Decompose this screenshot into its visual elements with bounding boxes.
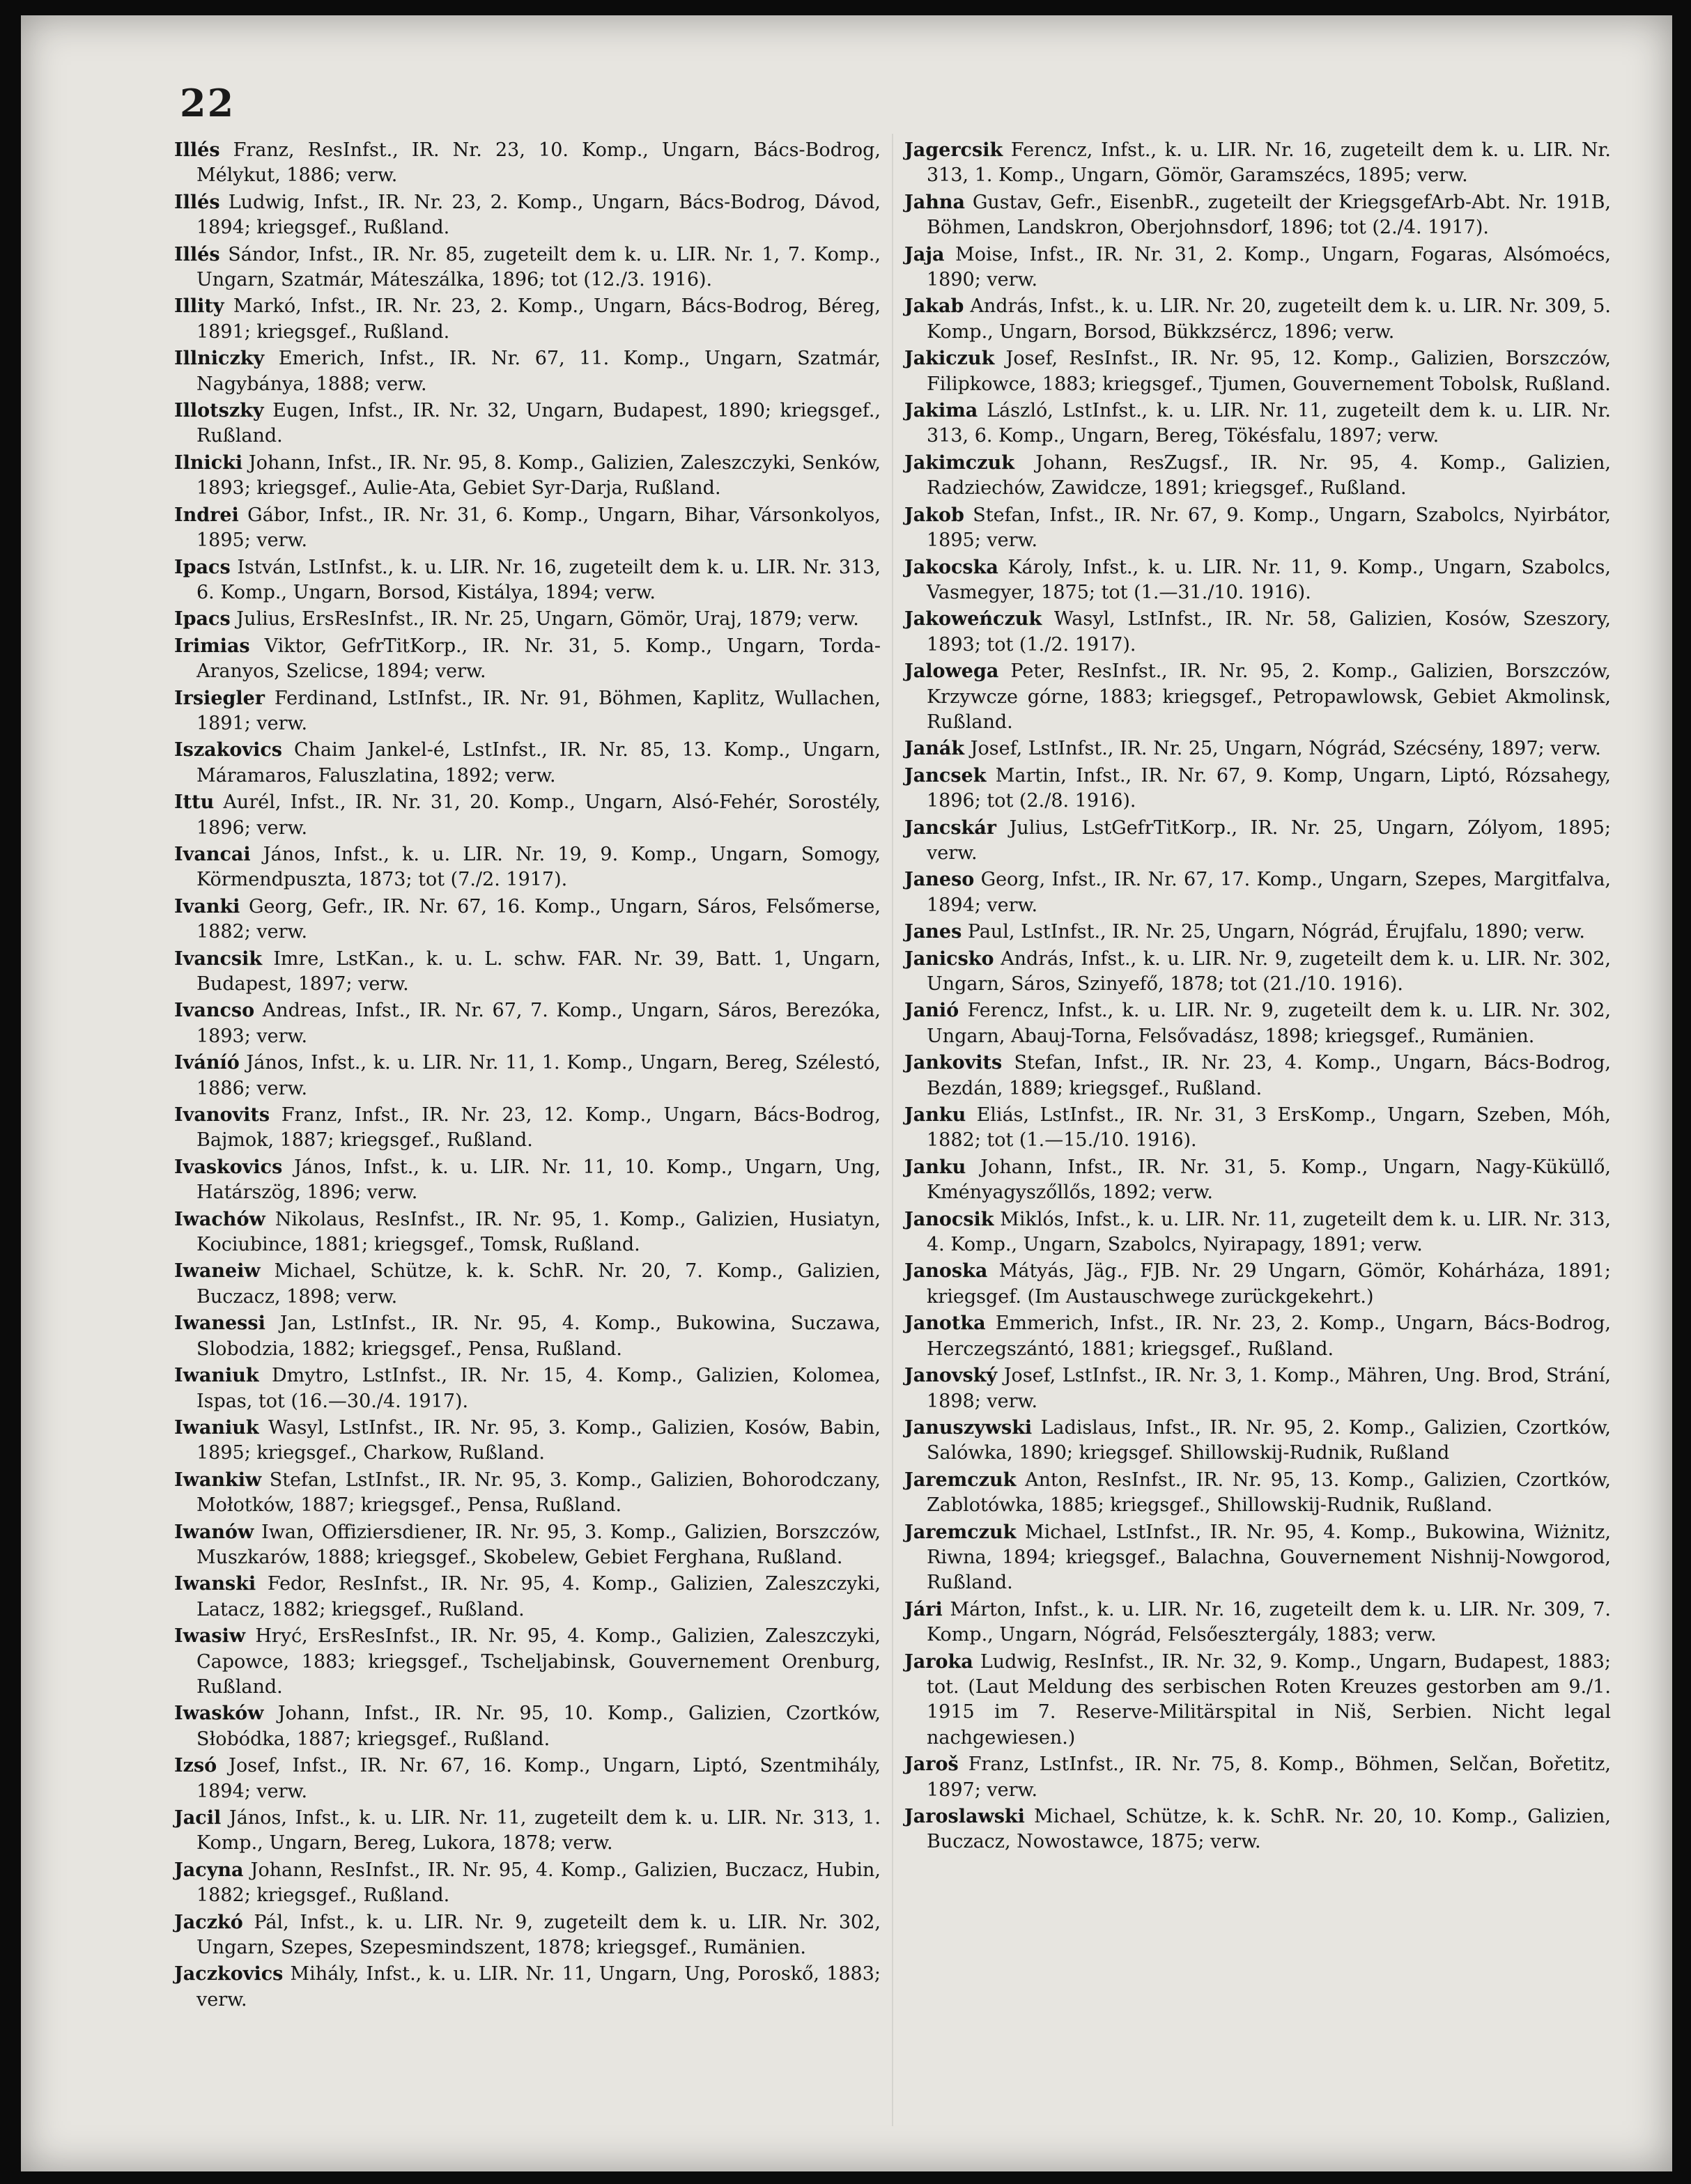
register-entry: [174, 1103, 881, 1154]
register-entry: [174, 1962, 881, 2013]
entry-details: Martin, Infst., IR. Nr. 67, 9. Komp, Ungarn, Liptó, Rózsahegy, 1896; tot (2./8. 1916).: [927, 764, 1611, 812]
entry-surname: Iwasków: [174, 1703, 264, 1725]
register-entry: [174, 634, 881, 685]
entry-surname: Izsó: [174, 1755, 217, 1777]
entry-surname: Ivanki: [174, 895, 240, 917]
entry-details: András, Infst., k. u. LIR. Nr. 9, zugeteilt dem k. u. LIR. Nr. 302, Ungarn, Sáros, Szinyefő, 1878; tot (21./10. 1916).: [927, 947, 1611, 995]
entry-surname: Iwankiw: [174, 1469, 262, 1491]
entry-surname: Janicsko: [904, 947, 994, 970]
entry-surname: Ivanovits: [174, 1104, 270, 1126]
entry-details: Aurél, Infst., IR. Nr. 31, 20. Komp., Ungarn, Alsó-Fehér, Sorostély, 1896; verw.: [196, 791, 881, 839]
entry-surname: Jaczkovics: [174, 1963, 284, 1985]
register-entry: [904, 764, 1611, 814]
register-entry: [174, 998, 881, 1049]
entry-surname: Ivancsik: [174, 947, 263, 970]
entry-details: Emerich, Infst., IR. Nr. 67, 11. Komp., Ungarn, Szatmár, Nagybánya, 1888; verw.: [196, 348, 881, 395]
register-entry: [174, 555, 881, 606]
entry-surname: Illotszky: [174, 400, 264, 422]
entry-details: Ferencz, Infst., k. u. LIR. Nr. 16, zugeteilt dem k. u. LIR. Nr. 313, 1. Komp., Ungarn, Gömör, Garamszécs, 1895; verw.: [927, 139, 1611, 187]
entry-surname: Iwanessi: [174, 1312, 265, 1335]
entry-surname: Ittu: [174, 791, 215, 814]
register-entry: [904, 294, 1611, 345]
entry-surname: Janovský: [904, 1365, 998, 1387]
entry-details: Iwan, Offiziersdiener, IR. Nr. 95, 3. Komp., Galizien, Borszczów, Muszkarów, 1888; kriegsgef., Skobelew, Gebiet Ferghana, Rußland.: [196, 1521, 881, 1568]
entry-surname: Iwaniuk: [174, 1416, 259, 1439]
entry-details: Mihály, Infst., k. u. LIR. Nr. 11, Ungarn, Ung, Poroskő, 1883; verw.: [196, 1963, 881, 2011]
entry-surname: Jakob: [904, 504, 964, 526]
register-entry: [174, 738, 881, 789]
entry-surname: Jakoweńczuk: [904, 608, 1042, 630]
entry-details: Dmytro, LstInfst., IR. Nr. 15, 4. Komp., Galizien, Kolomea, Ispas, tot (16.—30./4. 1917).: [196, 1365, 881, 1412]
entry-surname: Illniczky: [174, 348, 265, 370]
entry-details: Peter, ResInfst., IR. Nr. 95, 2. Komp., Galizien, Borszczów, Krzywcze górne, 1883; kriegsgef., Petropawlowsk, Gebiet Akmolinsk, Rußland.: [927, 660, 1611, 733]
entry-details: Josef, LstInfst., IR. Nr. 25, Ungarn, Nógrád, Szécsény, 1897; verw.: [964, 738, 1601, 760]
entry-details: Johann, Infst., IR. Nr. 95, 8. Komp., Galizien, Zaleszczyki, Senków, 1893; kriegsgef., Aulie-Ata, Gebiet Syr-Darja, Rußland.: [196, 451, 881, 499]
entry-details: Franz, Infst., IR. Nr. 23, 12. Komp., Ungarn, Bács-Bodrog, Bajmok, 1887; kriegsgef., Rußland.: [196, 1104, 881, 1152]
entry-details: Michael, Schütze, k. k. SchR. Nr. 20, 10. Komp., Galizien, Buczacz, Nowostawce, 1875; verw.: [927, 1806, 1611, 1853]
entry-details: Ludwig, Infst., IR. Nr. 23, 2. Komp., Ungarn, Bács-Bodrog, Dávod, 1894; kriegsgef., Rußland.: [196, 191, 881, 239]
entry-details: András, Infst., k. u. LIR. Nr. 20, zugeteilt dem k. u. LIR. Nr. 309, 5. Komp., Ungarn, Borsod, Bükkzsércz, 1896; verw.: [927, 295, 1611, 343]
entry-details: Fedor, ResInfst., IR. Nr. 95, 4. Komp., Galizien, Zaleszczyki, Latacz, 1882; kriegsgef., Rußland.: [196, 1573, 881, 1620]
register-entry: [174, 607, 881, 632]
register-entry: [904, 1363, 1611, 1414]
entry-surname: Iwanski: [174, 1573, 256, 1595]
entry-details: János, Infst., k. u. LIR. Nr. 11, 10. Komp., Ungarn, Ung, Határszög, 1896; verw.: [196, 1156, 881, 1204]
entry-surname: Irimias: [174, 635, 250, 657]
register-entry: [174, 1910, 881, 1961]
entry-details: Gustav, Gefr., EisenbR., zugeteilt der KriegsgefArb-Abt. Nr. 191B, Böhmen, Landskron, Oberjohnsdorf, 1896; tot (2./4. 1917).: [927, 191, 1611, 239]
entry-surname: Jaremczuk: [904, 1521, 1017, 1543]
entry-details: Viktor, GefrTitKorp., IR. Nr. 31, 5. Komp., Ungarn, Torda-Aranyos, Szelicse, 1894; verw.: [196, 635, 881, 683]
entry-surname: Jaja: [904, 243, 945, 265]
register-entry: [904, 398, 1611, 449]
entry-surname: Irsiegler: [174, 687, 265, 709]
entry-surname: Jacyna: [174, 1859, 244, 1881]
entry-surname: Jakiczuk: [904, 348, 995, 370]
entry-surname: Iszakovics: [174, 739, 282, 761]
entry-surname: Jaroš: [904, 1753, 959, 1776]
entry-details: Johann, Infst., IR. Nr. 95, 10. Komp., Galizien, Czortków, Słobódka, 1887; kriegsgef., Rußland.: [196, 1703, 881, 1750]
register-entry: [174, 790, 881, 841]
register-entry: [904, 1416, 1611, 1466]
column-divider: [892, 134, 893, 2126]
register-entry: [174, 1051, 881, 1101]
register-entry: [174, 1468, 881, 1519]
register-entry: [174, 294, 881, 345]
register-entry: [904, 1103, 1611, 1154]
entry-details: Stefan, Infst., IR. Nr. 67, 9. Komp., Ungarn, Szabolcs, Nyirbátor, 1895; verw.: [927, 504, 1611, 552]
entry-details: Sándor, Infst., IR. Nr. 85, zugeteilt dem k. u. LIR. Nr. 1, 7. Komp., Ungarn, Szatmár, Máteszálka, 1896; tot (12./3. 1916).: [196, 243, 881, 291]
entry-surname: Ipacs: [174, 608, 231, 630]
register-entry: [904, 867, 1611, 918]
entry-surname: Janes: [904, 921, 962, 943]
register-entry: [904, 190, 1611, 241]
entry-details: Julius, ErsResInfst., IR. Nr. 25, Ungarn, Gömör, Uraj, 1879; verw.: [230, 608, 859, 630]
entry-surname: Janku: [904, 1104, 966, 1126]
entry-details: Michael, Schütze, k. k. SchR. Nr. 20, 7. Komp., Galizien, Buczacz, 1898; verw.: [196, 1260, 881, 1308]
register-entry: [904, 1051, 1611, 1101]
register-entry: [904, 1597, 1611, 1648]
register-entry: [174, 1363, 881, 1414]
entry-surname: Iwaniuk: [174, 1365, 259, 1387]
entry-surname: Iváníó: [174, 1052, 240, 1074]
entry-surname: Janeso: [904, 869, 975, 891]
entry-surname: Janió: [904, 1000, 959, 1022]
register-entry: [174, 1701, 881, 1752]
register-entry: [174, 894, 881, 945]
entry-details: Franz, ResInfst., IR. Nr. 23, 10. Komp., Ungarn, Bács-Bodrog, Mélykut, 1886; verw.: [196, 139, 881, 187]
entry-surname: Ilnicki: [174, 451, 243, 474]
register-entry: [174, 242, 881, 293]
register-entry: [174, 1520, 881, 1571]
register-entry: [174, 1753, 881, 1804]
entry-surname: Jancsek: [904, 764, 987, 787]
register-entry: [904, 659, 1611, 735]
entry-details: Paul, LstInfst., IR. Nr. 25, Ungarn, Nógrád, Érujfalu, 1890; verw.: [962, 921, 1585, 943]
entry-details: Imre, LstKan., k. u. L. schw. FAR. Nr. 39, Batt. 1, Ungarn, Budapest, 1897; verw.: [196, 947, 881, 995]
entry-surname: Jahna: [904, 191, 966, 213]
register-entry: [174, 842, 881, 893]
entry-surname: Ipacs: [174, 556, 231, 578]
register-entry: [904, 736, 1611, 761]
register-entry: [904, 1259, 1611, 1310]
entry-surname: Jakima: [904, 400, 978, 422]
entry-details: János, Infst., k. u. LIR. Nr. 19, 9. Komp., Ungarn, Somogy, Körmendpuszta, 1873; tot (7./2. 1917).: [196, 843, 881, 891]
entry-surname: Indrei: [174, 504, 239, 526]
entry-surname: Jalowega: [904, 660, 999, 683]
entry-details: Michael, LstInfst., IR. Nr. 95, 4. Komp., Bukowina, Wiżnitz, Riwna, 1894; kriegsgef., Balachna, Gouvernement Nishnij-Nowgorod, Rußland.: [927, 1521, 1611, 1594]
entry-surname: Jacil: [174, 1807, 222, 1829]
register-entry: [174, 686, 881, 737]
register-entry: [904, 555, 1611, 606]
register-entry: [174, 138, 881, 189]
entry-details: Ludwig, ResInfst., IR. Nr. 32, 9. Komp., Ungarn, Budapest, 1883; tot. (Laut Meldung des serbischen Roten Kreuzes gestorben am 9./1. 1915 im 7. Reserve-Militärspital in Niš, Serbien. Nicht legal nachgewiesen.): [927, 1650, 1611, 1749]
entry-details: Ferencz, Infst., k. u. LIR. Nr. 9, zugeteilt dem k. u. LIR. Nr. 302, Ungarn, Abauj-Torna, Felsővadász, 1898; kriegsgef., Rumänien.: [927, 1000, 1611, 1047]
entry-surname: Jankovits: [904, 1052, 1003, 1074]
register-entry: [904, 947, 1611, 998]
register-entry: [904, 1804, 1611, 1855]
register-entry: [904, 1752, 1611, 1803]
entry-details: Márton, Infst., k. u. LIR. Nr. 16, zugeteilt dem k. u. LIR. Nr. 309, 7. Komp., Ungarn, Nógrád, Felsőesztergály, 1883; verw.: [927, 1598, 1611, 1646]
register-entry: [174, 947, 881, 998]
entry-details: János, Infst., k. u. LIR. Nr. 11, zugeteilt dem k. u. LIR. Nr. 313, 1. Komp., Ungarn, Bereg, Lukora, 1878; verw.: [196, 1807, 881, 1854]
entry-details: Emmerich, Infst., IR. Nr. 23, 2. Komp., Ungarn, Bács-Bodrog, Herczegszántó, 1881; kriegsgef., Rußland.: [927, 1312, 1611, 1360]
entry-details: László, LstInfst., k. u. LIR. Nr. 11, zugeteilt dem k. u. LIR. Nr. 313, 6. Komp., Ungarn, Bereg, Tökésfalu, 1897; verw.: [927, 400, 1611, 447]
entry-details: Stefan, LstInfst., IR. Nr. 95, 3. Komp., Galizien, Bohorodczany, Mołotków, 1887; kriegsgef., Pensa, Rußland.: [196, 1469, 881, 1517]
register-entry: [904, 1468, 1611, 1519]
entry-surname: Iwasiw: [174, 1625, 246, 1648]
entry-details: Georg, Infst., IR. Nr. 67, 17. Komp., Ungarn, Szepes, Margitfalva, 1894; verw.: [927, 869, 1611, 916]
register-entry: [174, 398, 881, 449]
register-entry: [174, 1259, 881, 1310]
entry-surname: Jagercsik: [904, 139, 1003, 161]
entry-details: Moise, Infst., IR. Nr. 31, 2. Komp., Ungarn, Fogaras, Alsómoécs, 1890; verw.: [927, 243, 1611, 291]
entry-surname: Jancskár: [904, 816, 996, 839]
entry-details: Stefan, Infst., IR. Nr. 23, 4. Komp., Ungarn, Bács-Bodrog, Bezdán, 1889; kriegsgef., Rußland.: [927, 1052, 1611, 1099]
register-entry: [174, 1311, 881, 1362]
entry-surname: Januszywski: [904, 1416, 1033, 1439]
register-entry: [174, 1155, 881, 1206]
entry-surname: Jakimczuk: [904, 451, 1014, 474]
entry-details: Josef, LstInfst., IR. Nr. 3, 1. Komp., Mähren, Ung. Brod, Strání, 1898; verw.: [927, 1365, 1611, 1412]
register-entry: [904, 1650, 1611, 1751]
register-entry: [174, 1572, 881, 1622]
entry-details: Mátyás, Jäg., FJB. Nr. 29 Ungarn, Gömör, Kohárháza, 1891; kriegsgef. (Im Austauschwege zurückgekehrt.): [927, 1260, 1611, 1308]
entry-surname: Janotka: [904, 1312, 986, 1335]
register-entry: [904, 607, 1611, 658]
entry-surname: Jaroslawski: [904, 1806, 1025, 1827]
right-column: [904, 138, 1611, 1857]
entry-surname: Janku: [904, 1156, 966, 1178]
register-entry: [174, 190, 881, 241]
entry-details: Anton, ResInfst., IR. Nr. 95, 13. Komp., Galizien, Czortków, Zablotówka, 1885; kriegsgef., Shillowskij-Rudnik, Rußland.: [927, 1469, 1611, 1517]
entry-surname: Iwaneiw: [174, 1260, 261, 1283]
entry-surname: Iwachów: [174, 1208, 265, 1230]
register-entry: [904, 1311, 1611, 1362]
entry-details: Chaim Jankel-é, LstInfst., IR. Nr. 85, 13. Komp., Ungarn, Máramaros, Faluszlatina, 1892; verw.: [196, 739, 881, 787]
entry-surname: Ivancai: [174, 843, 251, 865]
register-entry: [904, 1207, 1611, 1258]
entry-details: Johann, Infst., IR. Nr. 31, 5. Komp., Ungarn, Nagy-Küküllő, Kményagyszőllős, 1892; verw.: [927, 1156, 1611, 1204]
entry-surname: Jakocska: [904, 556, 998, 578]
entry-details: Josef, ResInfst., IR. Nr. 95, 12. Komp., Galizien, Borszczów, Filipkowce, 1883; kriegsgef., Tjumen, Gouvernement Tobolsk, Rußland.: [927, 348, 1611, 395]
entry-surname: Illés: [174, 191, 220, 213]
entry-details: Andreas, Infst., IR. Nr. 67, 7. Komp., Ungarn, Sáros, Berezóka, 1893; verw.: [196, 1000, 881, 1047]
register-entry: [904, 816, 1611, 867]
register-entry: [904, 1155, 1611, 1206]
entry-details: Eliás, LstInfst., IR. Nr. 31, 3 ErsKomp., Ungarn, Szeben, Móh, 1882; tot (1.—15./10. 1916).: [927, 1104, 1611, 1152]
entry-details: Johann, ResZugsf., IR. Nr. 95, 4. Komp., Galizien, Radziechów, Zawidcze, 1891; kriegsgef., Rußland.: [927, 451, 1611, 499]
left-column: [174, 138, 881, 2014]
entry-surname: Jaczkó: [174, 1911, 243, 1933]
entry-details: Ladislaus, Infst., IR. Nr. 95, 2. Komp., Galizien, Czortków, Salówka, 1890; kriegsgef. Shillowskij-Rudnik, Rußland: [927, 1416, 1611, 1464]
entry-surname: Illés: [174, 139, 220, 161]
entry-details: Markó, Infst., IR. Nr. 23, 2. Komp., Ungarn, Bács-Bodrog, Béreg, 1891; kriegsgef., Rußland.: [196, 295, 881, 343]
register-entry: [904, 242, 1611, 293]
entry-surname: Jakab: [904, 295, 964, 318]
entry-surname: Illés: [174, 243, 220, 265]
entry-details: Wasyl, LstInfst., IR. Nr. 95, 3. Komp., Galizien, Kosów, Babin, 1895; kriegsgef., Charkow, Rußland.: [196, 1416, 881, 1464]
register-entry: [904, 1520, 1611, 1596]
entry-surname: Iwanów: [174, 1521, 254, 1543]
register-entry: [174, 1806, 881, 1857]
register-entry: [904, 138, 1611, 189]
entry-surname: Illity: [174, 295, 224, 318]
entry-surname: Janocsik: [904, 1208, 994, 1230]
entry-details: Franz, LstInfst., IR. Nr. 75, 8. Komp., Böhmen, Selčan, Bořetitz, 1897; verw.: [927, 1753, 1611, 1801]
register-entry: [174, 503, 881, 554]
entry-surname: Janák: [904, 738, 965, 760]
entry-details: Jan, LstInfst., IR. Nr. 95, 4. Komp., Bukowina, Suczawa, Slobodzia, 1882; kriegsgef., Pensa, Rußland.: [196, 1312, 881, 1360]
register-entry: [904, 346, 1611, 397]
register-entry: [904, 998, 1611, 1049]
entry-surname: Jaroka: [904, 1650, 973, 1673]
register-entry: [174, 451, 881, 502]
register-entry: [174, 1207, 881, 1258]
entry-surname: Ivancso: [174, 1000, 255, 1022]
entry-details: Ferdinand, LstInfst., IR. Nr. 91, Böhmen, Kaplitz, Wullachen, 1891; verw.: [196, 687, 881, 734]
page-number: 22: [180, 81, 235, 125]
entry-details: Eugen, Infst., IR. Nr. 32, Ungarn, Budapest, 1890; kriegsgef., Rußland.: [196, 400, 881, 447]
register-entry: [174, 1858, 881, 1909]
register-entry: [904, 503, 1611, 554]
entry-details: Károly, Infst., k. u. LIR. Nr. 11, 9. Komp., Ungarn, Szabolcs, Vasmegyer, 1875; tot (1.—31./10. 1916).: [927, 556, 1611, 603]
register-entry: [904, 920, 1611, 945]
register-entry: [174, 346, 881, 397]
register-entry: [174, 1624, 881, 1700]
register-entry: [174, 1416, 881, 1466]
entry-details: Gábor, Infst., IR. Nr. 31, 6. Komp., Ungarn, Bihar, Vársonkolyos, 1895; verw.: [196, 504, 881, 552]
entry-details: Georg, Gefr., IR. Nr. 67, 16. Komp., Ungarn, Sáros, Felsőmerse, 1882; verw.: [196, 895, 881, 943]
entry-details: Pál, Infst., k. u. LIR. Nr. 9, zugeteilt dem k. u. LIR. Nr. 302, Ungarn, Szepes, Szepesmindszent, 1878; kriegsgef., Rumänien.: [196, 1911, 881, 1959]
entry-details: Nikolaus, ResInfst., IR. Nr. 95, 1. Komp., Galizien, Husiatyn, Kociubince, 1881; kriegsgef., Tomsk, Rußland.: [196, 1208, 881, 1256]
entry-surname: Jári: [904, 1598, 943, 1620]
entry-details: Julius, LstGefrTitKorp., IR. Nr. 25, Ungarn, Zólyom, 1895; verw.: [927, 816, 1611, 864]
scanned-page: [21, 15, 1672, 2171]
entry-details: Johann, ResInfst., IR. Nr. 95, 4. Komp., Galizien, Buczacz, Hubin, 1882; kriegsgef., Rußland.: [196, 1859, 881, 1907]
entry-surname: Janoska: [904, 1260, 988, 1283]
register-entry: [904, 451, 1611, 502]
entry-details: Wasyl, LstInfst., IR. Nr. 58, Galizien, Kosów, Szeszory, 1893; tot (1./2. 1917).: [927, 608, 1611, 656]
entry-details: István, LstInfst., k. u. LIR. Nr. 16, zugeteilt dem k. u. LIR. Nr. 313, 6. Komp., Ungarn, Borsod, Kistálya, 1894; verw.: [196, 556, 881, 603]
entry-details: Miklós, Infst., k. u. LIR. Nr. 11, zugeteilt dem k. u. LIR. Nr. 313, 4. Komp., Ungarn, Szabolcs, Nyirapagy, 1891; verw.: [927, 1208, 1611, 1256]
entry-details: Josef, Infst., IR. Nr. 67, 16. Komp., Ungarn, Liptó, Szentmihály, 1894; verw.: [196, 1755, 881, 1802]
entry-surname: Ivaskovics: [174, 1156, 283, 1178]
entry-details: János, Infst., k. u. LIR. Nr. 11, 1. Komp., Ungarn, Bereg, Szélestó, 1886; verw.: [196, 1052, 881, 1099]
entry-details: Hryć, ErsResInfst., IR. Nr. 95, 4. Komp., Galizien, Zaleszczyki, Capowce, 1883; kriegsgef., Tscheljabinsk, Gouvernement Orenburg, Rußland.: [196, 1625, 881, 1698]
entry-surname: Jaremczuk: [904, 1469, 1017, 1491]
